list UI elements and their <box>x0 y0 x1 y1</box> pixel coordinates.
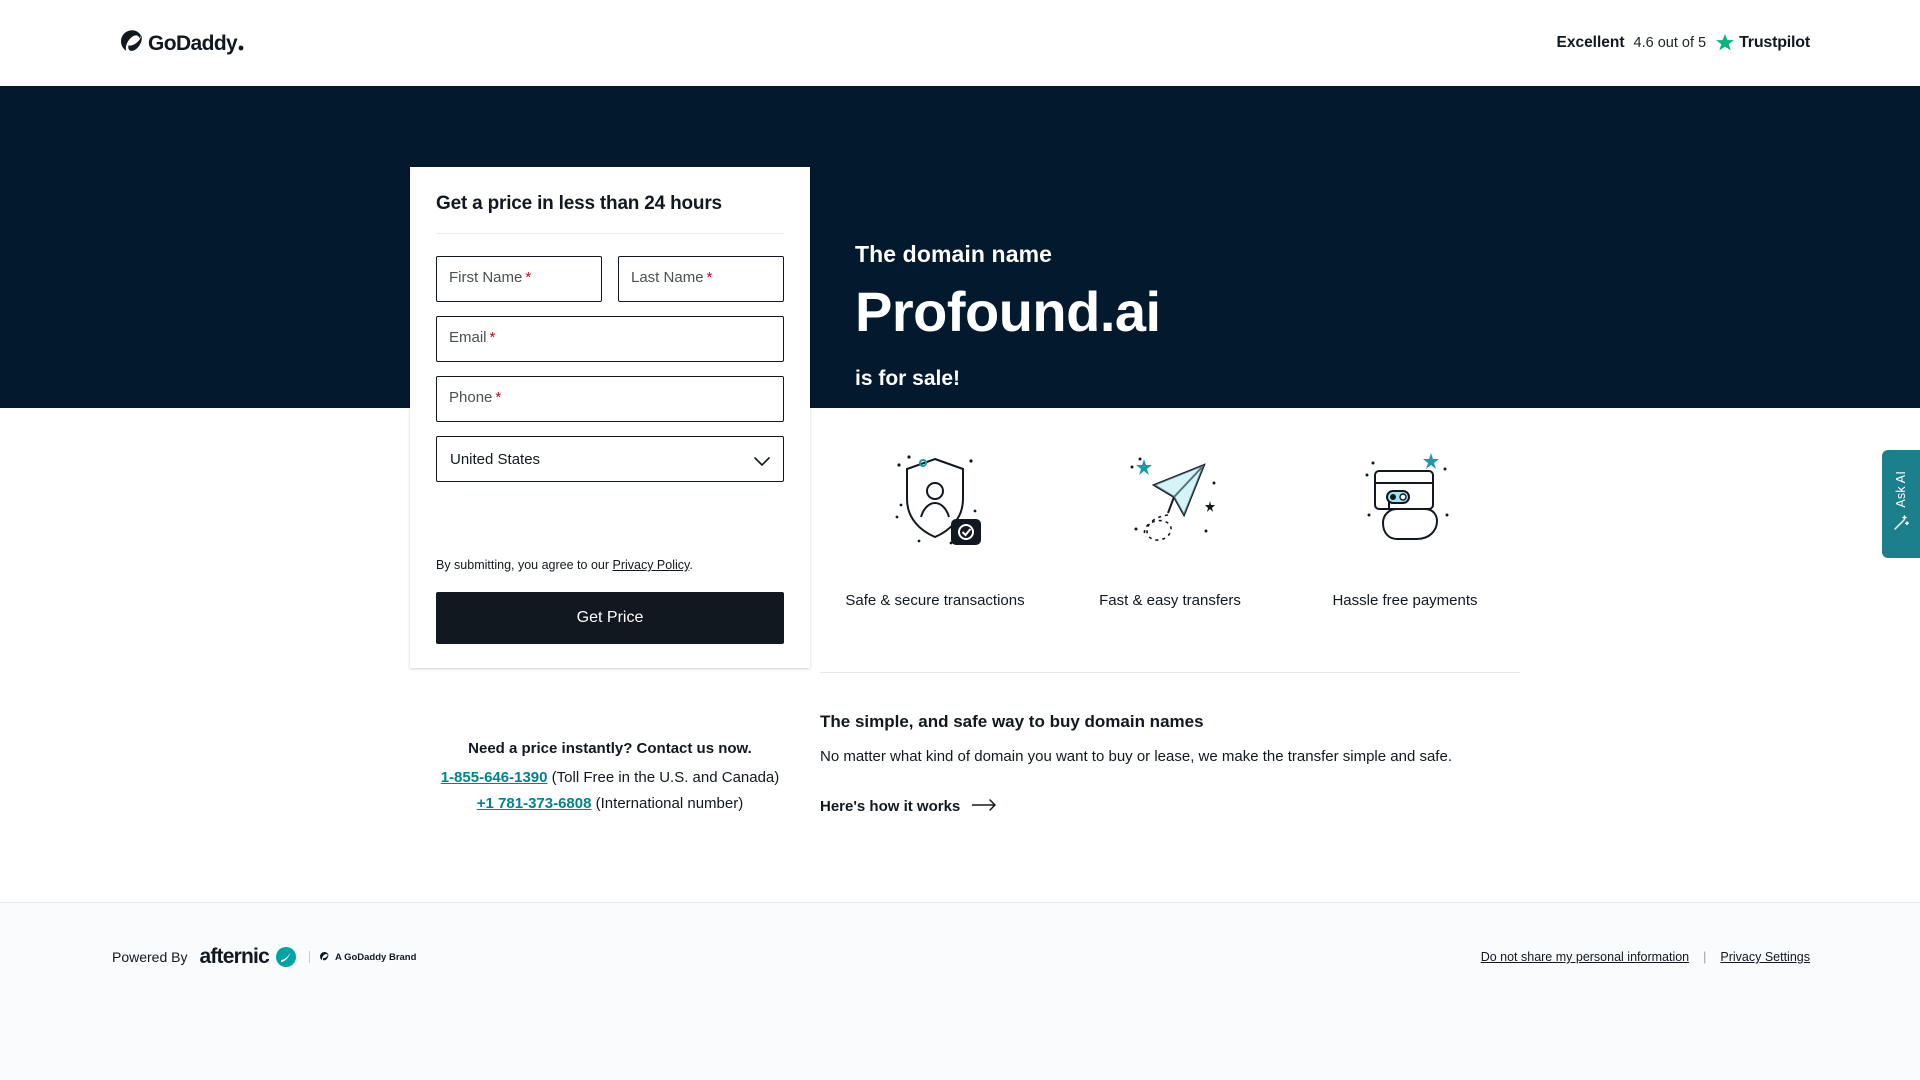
godaddy-logo[interactable] <box>118 28 246 58</box>
feature-safe-secure <box>820 440 1050 609</box>
feature-fast-transfers <box>1055 440 1285 609</box>
do-not-share-link[interactable]: Do not share my personal information <box>1480 950 1690 964</box>
powered-by-label: Powered By <box>112 949 188 965</box>
legal-prefix: By submitting, you agree to our <box>436 558 613 572</box>
contact-title: Need a price instantly? Contact us now. <box>468 740 752 757</box>
first-name-placeholder: First Name * <box>449 269 532 286</box>
hero-text-block <box>855 241 1161 391</box>
last-name-input[interactable] <box>618 256 784 302</box>
payment-card-icon <box>1290 440 1520 560</box>
first-name-field <box>436 256 602 302</box>
site-header <box>0 0 1920 86</box>
toll-free-phone-link[interactable]: 1-855-646-1390 <box>440 769 548 786</box>
first-name-input[interactable] <box>436 256 602 302</box>
footer-separator: | <box>1703 950 1707 964</box>
afternic-logo[interactable] <box>199 945 416 969</box>
ask-ai-tab[interactable] <box>1882 450 1920 558</box>
legal-suffix: . <box>689 558 693 572</box>
country-select[interactable] <box>436 436 784 482</box>
last-name-field <box>618 256 784 302</box>
paper-plane-icon <box>1055 440 1285 560</box>
trustpilot-score: 4.6 out of 5 <box>1633 35 1707 51</box>
trustpilot-word: Excellent <box>1556 34 1625 51</box>
phone-field <box>436 376 784 422</box>
hero-subtitle: is for sale! <box>855 367 961 390</box>
get-price-button[interactable]: Get Price <box>436 592 784 644</box>
privacy-settings-link[interactable]: Privacy Settings <box>1720 950 1810 964</box>
section-divider <box>820 672 1520 673</box>
privacy-policy-link[interactable]: Privacy Policy <box>612 558 690 572</box>
features-row <box>820 440 1520 609</box>
how-it-works-link[interactable] <box>820 798 998 815</box>
email-field <box>436 316 784 362</box>
shield-check-icon <box>820 440 1050 560</box>
hero-domain-name: Profound.ai <box>855 280 1161 343</box>
email-placeholder: Email * <box>449 329 496 346</box>
form-title: Get a price in less than 24 hours <box>436 193 784 234</box>
trustpilot-star-icon <box>1715 33 1735 53</box>
feature-hassle-free-payments <box>1290 440 1520 609</box>
feature-caption: Hassle free payments <box>1332 592 1478 609</box>
svg-text:GoDaddy: GoDaddy <box>148 32 238 55</box>
footer-links <box>1481 950 1810 964</box>
afternic-mark-icon <box>275 946 297 968</box>
phone-placeholder: Phone * <box>449 389 502 406</box>
captcha-slot <box>436 496 784 558</box>
hero-kicker: The domain name <box>855 241 1053 267</box>
godaddy-mark-icon <box>319 951 331 963</box>
ask-ai-label: Ask AI <box>1894 471 1908 508</box>
name-row <box>436 256 784 316</box>
magic-wand-icon <box>1892 514 1910 537</box>
footer-brand-block <box>112 945 416 969</box>
trustpilot-rating[interactable] <box>1556 33 1810 53</box>
toll-free-note: (Toll Free in the U.S. and Canada) <box>551 769 780 786</box>
international-line <box>410 795 810 812</box>
email-input[interactable] <box>436 316 784 362</box>
arrow-right-icon <box>972 798 998 815</box>
international-phone-link[interactable]: +1 781-373-6808 <box>476 795 592 812</box>
lead-form-card <box>410 167 810 668</box>
info-section <box>820 712 1470 816</box>
country-field <box>436 436 784 482</box>
international-note: (International number) <box>595 795 744 812</box>
afternic-wordmark: afternic <box>199 945 269 968</box>
godaddy-brand-tag-label: A GoDaddy Brand <box>334 951 417 963</box>
how-it-works-label: Here's how it works <box>820 797 961 815</box>
info-body: No matter what kind of domain you want to buy or lease, we make the transfer simple and safe. <box>820 748 1452 765</box>
godaddy-brand-tag <box>309 951 416 963</box>
feature-caption: Fast & easy transfers <box>1099 592 1241 609</box>
info-heading: The simple, and safe way to buy domain names <box>820 712 1204 731</box>
feature-caption: Safe & secure transactions <box>845 592 1025 609</box>
last-name-placeholder: Last Name * <box>631 269 713 286</box>
trustpilot-name: Trustpilot <box>1739 34 1810 51</box>
toll-free-line <box>410 769 810 786</box>
contact-block <box>410 740 810 821</box>
legal-consent-text <box>436 558 784 572</box>
site-footer <box>0 903 1920 1080</box>
phone-input[interactable] <box>436 376 784 422</box>
hero-banner <box>0 86 1920 408</box>
trustpilot-brand <box>1715 33 1810 53</box>
